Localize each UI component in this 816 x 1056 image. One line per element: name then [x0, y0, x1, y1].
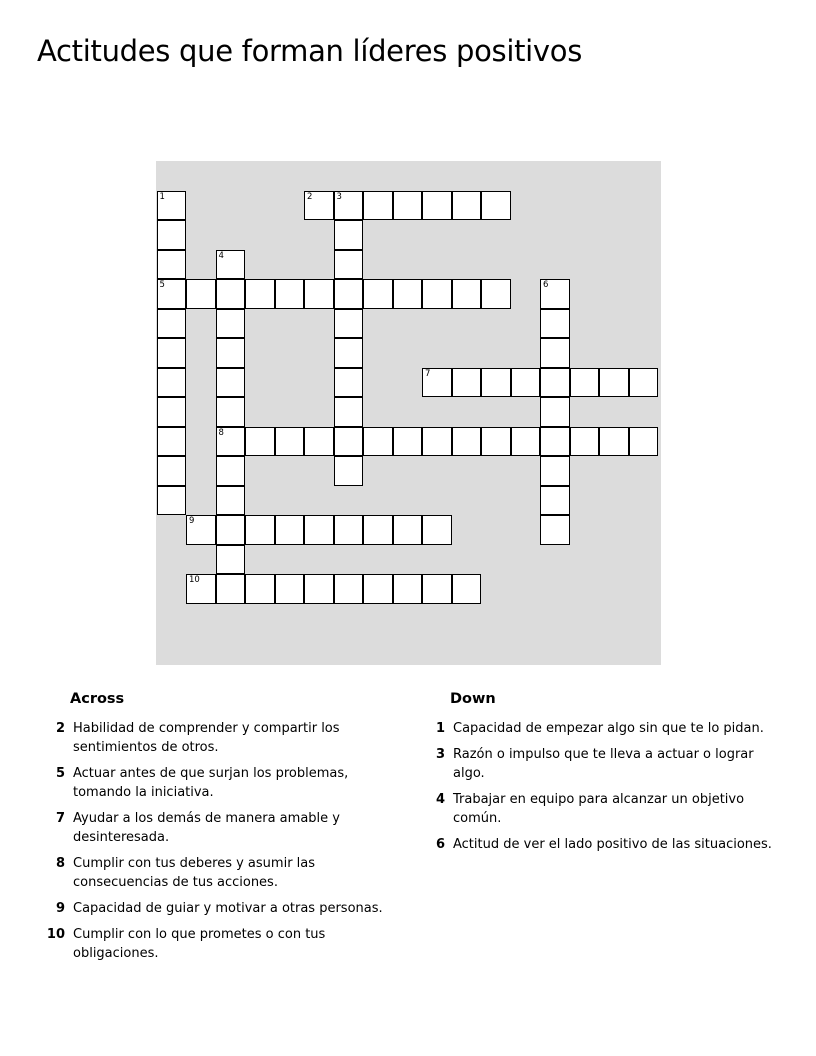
grid-cell[interactable]	[363, 427, 393, 457]
grid-cell[interactable]	[363, 574, 393, 604]
clue-number: 3	[435, 747, 445, 762]
clue-number: 1	[435, 721, 445, 736]
grid-cell[interactable]	[157, 486, 187, 516]
cell-number: 8	[218, 427, 224, 438]
cell-number: 7	[425, 368, 431, 379]
down-heading: Down	[450, 691, 496, 707]
grid-cell[interactable]	[245, 279, 275, 309]
clue-text: Razón o impulso que te lleva a actuar o lograr algo.	[453, 747, 754, 781]
grid-cell[interactable]	[393, 515, 423, 545]
clue-item	[45, 925, 385, 963]
grid-cell[interactable]	[334, 368, 364, 398]
down-clues	[425, 689, 785, 861]
page-title: Actitudes que forman líderes positivos	[37, 34, 583, 68]
cell-number: 5	[159, 280, 165, 290]
clue-text: Cumplir con lo que prometes o con tus obligaciones.	[73, 927, 326, 961]
clue-text: Cumplir con tus deberes y asumir las consecuencias de tus acciones.	[73, 856, 316, 890]
grid-cell[interactable]	[334, 338, 364, 368]
grid-cell[interactable]	[216, 545, 246, 575]
grid-cell[interactable]	[481, 279, 511, 309]
grid-cell[interactable]	[334, 220, 364, 250]
grid-cell[interactable]	[334, 456, 364, 486]
grid-cell[interactable]	[334, 427, 364, 457]
grid-cell[interactable]	[186, 279, 216, 309]
grid-cell[interactable]	[216, 515, 246, 545]
clue-item	[45, 764, 385, 802]
grid-cell[interactable]	[216, 250, 246, 280]
clue-number: 8	[55, 856, 65, 871]
clue-text: Trabajar en equipo para alcanzar un objetivo común.	[453, 792, 745, 826]
grid-cell[interactable]	[363, 515, 393, 545]
grid-cell[interactable]	[422, 279, 452, 309]
grid-cell[interactable]	[452, 279, 482, 309]
grid-cell[interactable]	[393, 279, 423, 309]
grid-cell[interactable]	[393, 574, 423, 604]
grid-cell[interactable]	[540, 279, 570, 309]
grid-cell[interactable]	[245, 515, 275, 545]
clue-number: 5	[55, 766, 65, 781]
across-clue-list	[45, 719, 385, 963]
grid-cell[interactable]	[540, 338, 570, 368]
grid-cell[interactable]	[599, 427, 629, 457]
grid-cell[interactable]	[334, 309, 364, 339]
grid-cell[interactable]	[157, 279, 187, 309]
clue-number: 6	[435, 837, 445, 852]
clue-item	[45, 809, 385, 847]
grid-cell[interactable]	[216, 486, 246, 516]
grid-cell[interactable]	[629, 427, 659, 457]
grid-cell[interactable]	[452, 191, 482, 221]
grid-cell[interactable]	[275, 515, 305, 545]
grid-cell[interactable]	[157, 397, 187, 427]
grid-cell[interactable]	[157, 250, 187, 280]
grid-cell[interactable]	[422, 427, 452, 457]
clue-number: 7	[55, 811, 65, 826]
grid-cell[interactable]	[157, 191, 187, 221]
clue-text: Capacidad de guiar y motivar a otras personas.	[73, 901, 383, 916]
clue-item	[425, 745, 785, 783]
clue-number: 2	[55, 721, 65, 736]
grid-cell[interactable]	[157, 456, 187, 486]
grid-cell[interactable]	[570, 427, 600, 457]
crossword-grid	[156, 161, 661, 665]
cell-number: 2	[307, 191, 313, 202]
grid-cell[interactable]	[304, 191, 334, 221]
clue-text: Ayudar a los demás de manera amable y desinteresada.	[73, 811, 340, 845]
grid-cell[interactable]	[334, 397, 364, 427]
clue-item	[45, 719, 385, 757]
grid-cell[interactable]	[393, 191, 423, 221]
grid-cell[interactable]	[216, 338, 246, 368]
grid-cell[interactable]	[540, 486, 570, 516]
grid-cell[interactable]	[452, 574, 482, 604]
cell-number: 4	[218, 250, 224, 261]
grid-cell[interactable]	[481, 427, 511, 457]
down-clue-list	[425, 719, 785, 854]
grid-cell[interactable]	[540, 397, 570, 427]
clue-text: Habilidad de comprender y compartir los sentimientos de otros.	[73, 721, 340, 755]
grid-cell[interactable]	[275, 427, 305, 457]
grid-cell[interactable]	[334, 250, 364, 280]
grid-cell[interactable]	[393, 427, 423, 457]
grid-cell[interactable]	[216, 368, 246, 398]
grid-cell[interactable]	[275, 279, 305, 309]
grid-cell[interactable]	[422, 368, 452, 398]
grid-cell[interactable]	[304, 427, 334, 457]
grid-cell[interactable]	[334, 279, 364, 309]
grid-cell[interactable]	[186, 515, 216, 545]
grid-cell[interactable]	[452, 427, 482, 457]
clue-number: 9	[55, 901, 65, 916]
grid-cell[interactable]	[245, 574, 275, 604]
grid-cell[interactable]	[629, 368, 659, 398]
grid-cell[interactable]	[481, 368, 511, 398]
clue-text: Actitud de ver el lado positivo de las situaciones.	[453, 837, 772, 852]
cell-number: 1	[159, 191, 165, 202]
grid-cell[interactable]	[334, 515, 364, 545]
grid-cell[interactable]	[570, 368, 600, 398]
clue-text: Actuar antes de que surjan los problemas, tomando la iniciativa.	[73, 766, 349, 800]
grid-cell[interactable]	[540, 309, 570, 339]
grid-cell[interactable]	[599, 368, 629, 398]
grid-cell[interactable]	[540, 427, 570, 457]
grid-cell[interactable]	[540, 515, 570, 545]
clue-text: Capacidad de empezar algo sin que te lo pidan.	[453, 721, 764, 736]
grid-cell[interactable]	[216, 574, 246, 604]
grid-cell[interactable]	[275, 574, 305, 604]
grid-cell[interactable]	[334, 191, 364, 221]
grid-cell[interactable]	[157, 427, 187, 457]
clue-item	[45, 899, 385, 918]
grid-cell[interactable]	[216, 397, 246, 427]
grid-cell[interactable]	[216, 456, 246, 486]
clue-item	[45, 854, 385, 892]
grid-cell[interactable]	[334, 574, 364, 604]
clue-number: 4	[435, 792, 445, 807]
grid-cell[interactable]	[511, 368, 541, 398]
grid-cell[interactable]	[245, 427, 275, 457]
grid-cell[interactable]	[422, 574, 452, 604]
grid-cell[interactable]	[511, 427, 541, 457]
grid-cell[interactable]	[186, 574, 216, 604]
grid-cell[interactable]	[304, 279, 334, 309]
cell-number: 9	[189, 516, 195, 526]
grid-cell[interactable]	[304, 574, 334, 604]
clue-number: 10	[46, 927, 65, 942]
grid-cell[interactable]	[157, 338, 187, 368]
clue-item	[425, 835, 785, 854]
across-heading: Across	[70, 691, 125, 707]
grid-cell[interactable]	[363, 191, 393, 221]
grid-cell[interactable]	[216, 279, 246, 309]
grid-cell[interactable]	[422, 191, 452, 221]
cell-number: 10	[189, 575, 200, 585]
across-clues	[45, 689, 385, 970]
grid-cell[interactable]	[540, 456, 570, 486]
grid-cell[interactable]	[363, 279, 393, 309]
clue-item	[425, 790, 785, 828]
grid-cell[interactable]	[157, 368, 187, 398]
grid-cell[interactable]	[157, 220, 187, 250]
grid-cell[interactable]	[216, 309, 246, 339]
clue-item	[425, 719, 785, 738]
cell-number: 3	[336, 191, 342, 202]
grid-cell[interactable]	[422, 515, 452, 545]
grid-cell[interactable]	[540, 368, 570, 398]
grid-cell[interactable]	[452, 368, 482, 398]
grid-cell[interactable]	[216, 427, 246, 457]
cell-number: 6	[543, 280, 549, 290]
grid-cell[interactable]	[481, 191, 511, 221]
grid-cell[interactable]	[304, 515, 334, 545]
grid-cell[interactable]	[157, 309, 187, 339]
